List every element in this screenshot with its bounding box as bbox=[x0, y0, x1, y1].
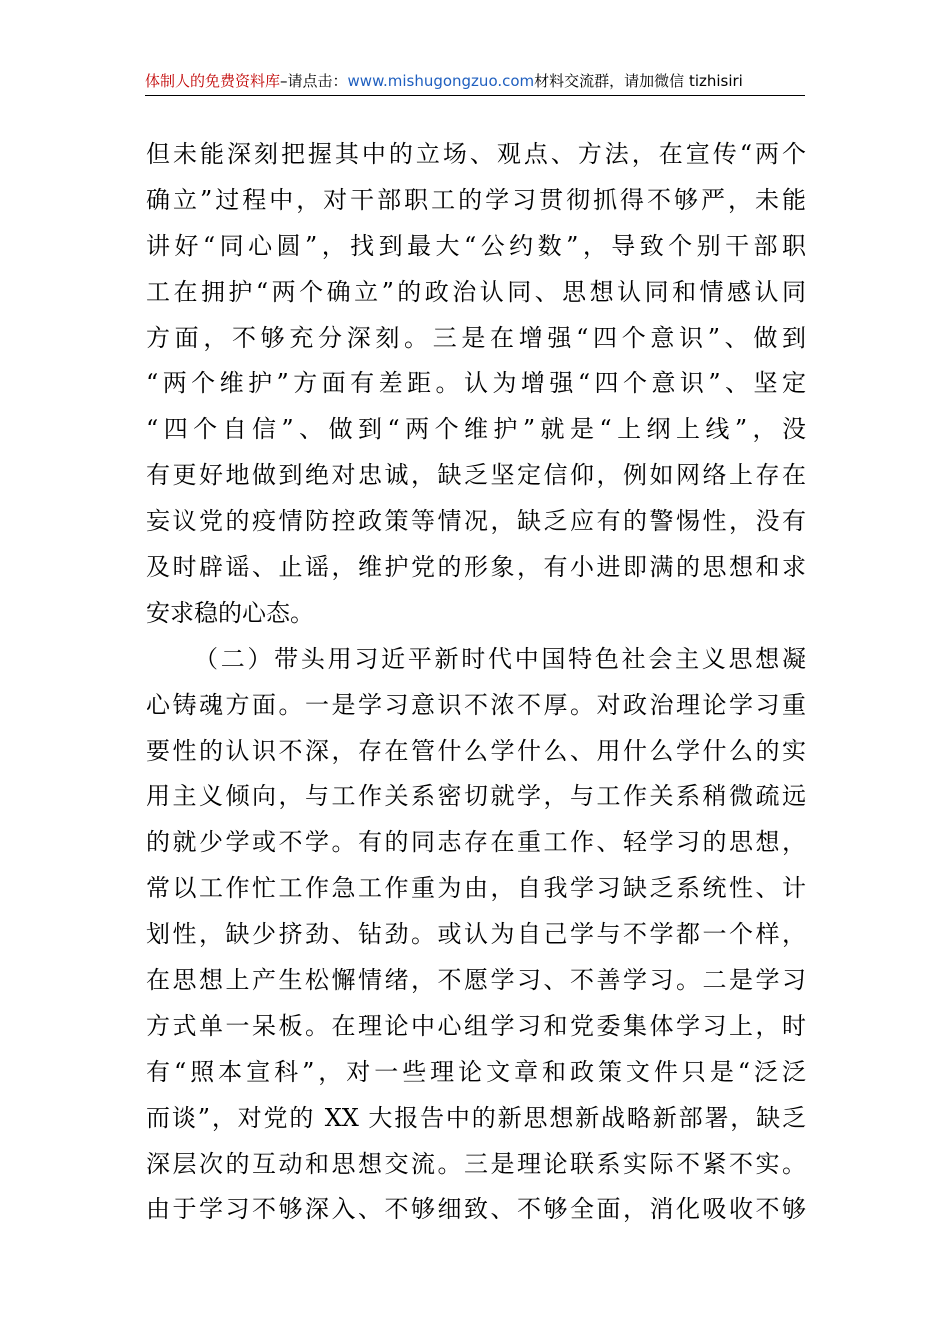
text-line: 方面，不够充分深刻。三是在增强“四个意识”、做到 bbox=[146, 323, 806, 352]
text-line: 安求稳的心态。 bbox=[146, 598, 314, 627]
text-line: 及时辟谣、止谣，维护党的形象，有小进即满的思想和求 bbox=[146, 553, 806, 582]
section-heading-line: （二）带头用习近平新时代中国特色社会主义思想凝 bbox=[194, 644, 806, 673]
document-body bbox=[146, 132, 806, 1233]
text-line: 但未能深刻把握其中的立场、观点、方法，在宣传“两个 bbox=[146, 140, 806, 168]
text-line: 有“照本宣科”，对一些理论文章和政策文件只是“泛泛 bbox=[146, 1057, 806, 1086]
text-line: 在思想上产生松懈情绪，不愿学习、不善学习。二是学习 bbox=[146, 966, 806, 995]
text-line: 深层次的互动和思想交流。三是理论联系实际不紧不实。 bbox=[146, 1149, 806, 1178]
text-line: 划性，缺少挤劲、钻劲。或认为自己学与不学都一个样， bbox=[146, 920, 806, 949]
text-line: 妄议党的疫情防控政策等情况，缺乏应有的警惕性，没有 bbox=[146, 507, 806, 536]
text-line: 的就少学或不学。有的同志存在重工作、轻学习的思想， bbox=[146, 828, 806, 857]
text-line: “两个维护”方面有差距。认为增强“四个意识”、坚定 bbox=[146, 369, 806, 398]
text-line: 心铸魂方面。一是学习意识不浓不厚。对政治理论学习重 bbox=[146, 690, 806, 719]
page-header bbox=[145, 66, 805, 96]
text-line: 用主义倾向，与工作关系密切就学，与工作关系稍微疏远 bbox=[146, 782, 806, 811]
header-separator: –请点击： bbox=[280, 72, 348, 90]
text-line: 有更好地做到绝对忠诚，缺乏坚定信仰，例如网络上存在 bbox=[146, 461, 806, 490]
header-url-link[interactable]: www.mishugongzuo.com bbox=[347, 72, 535, 90]
text-line: 讲好“同心圆”，找到最大“公约数”，导致个别干部职 bbox=[146, 231, 806, 260]
header-brand: 体制人的免费资料库 bbox=[145, 72, 281, 90]
text-line: 常以工作忙工作急工作重为由，自我学习缺乏系统性、计 bbox=[146, 874, 806, 903]
text-line: 要性的认识不深，存在管什么学什么、用什么学什么的实 bbox=[146, 736, 806, 765]
text-line: “四个自信”、做到“两个维护”就是“上纲上线”，没 bbox=[146, 415, 806, 444]
text-line: 而谈”，对党的 XX 大报告中的新思想新战略新部署，缺乏 bbox=[146, 1103, 806, 1132]
header-contact: 材料交流群，请加微信 tizhisiri bbox=[534, 72, 743, 90]
header-divider bbox=[145, 95, 805, 96]
text-line: 确立”过程中，对干部职工的学习贯彻抓得不够严，未能 bbox=[146, 185, 806, 214]
text-line: 由于学习不够深入、不够细致、不够全面，消化吸收不够 bbox=[146, 1195, 806, 1224]
text-line: 工在拥护“两个确立”的政治认同、思想认同和情感认同 bbox=[146, 277, 806, 306]
text-line: 方式单一呆板。在理论中心组学习和党委集体学习上，时 bbox=[146, 1011, 806, 1040]
